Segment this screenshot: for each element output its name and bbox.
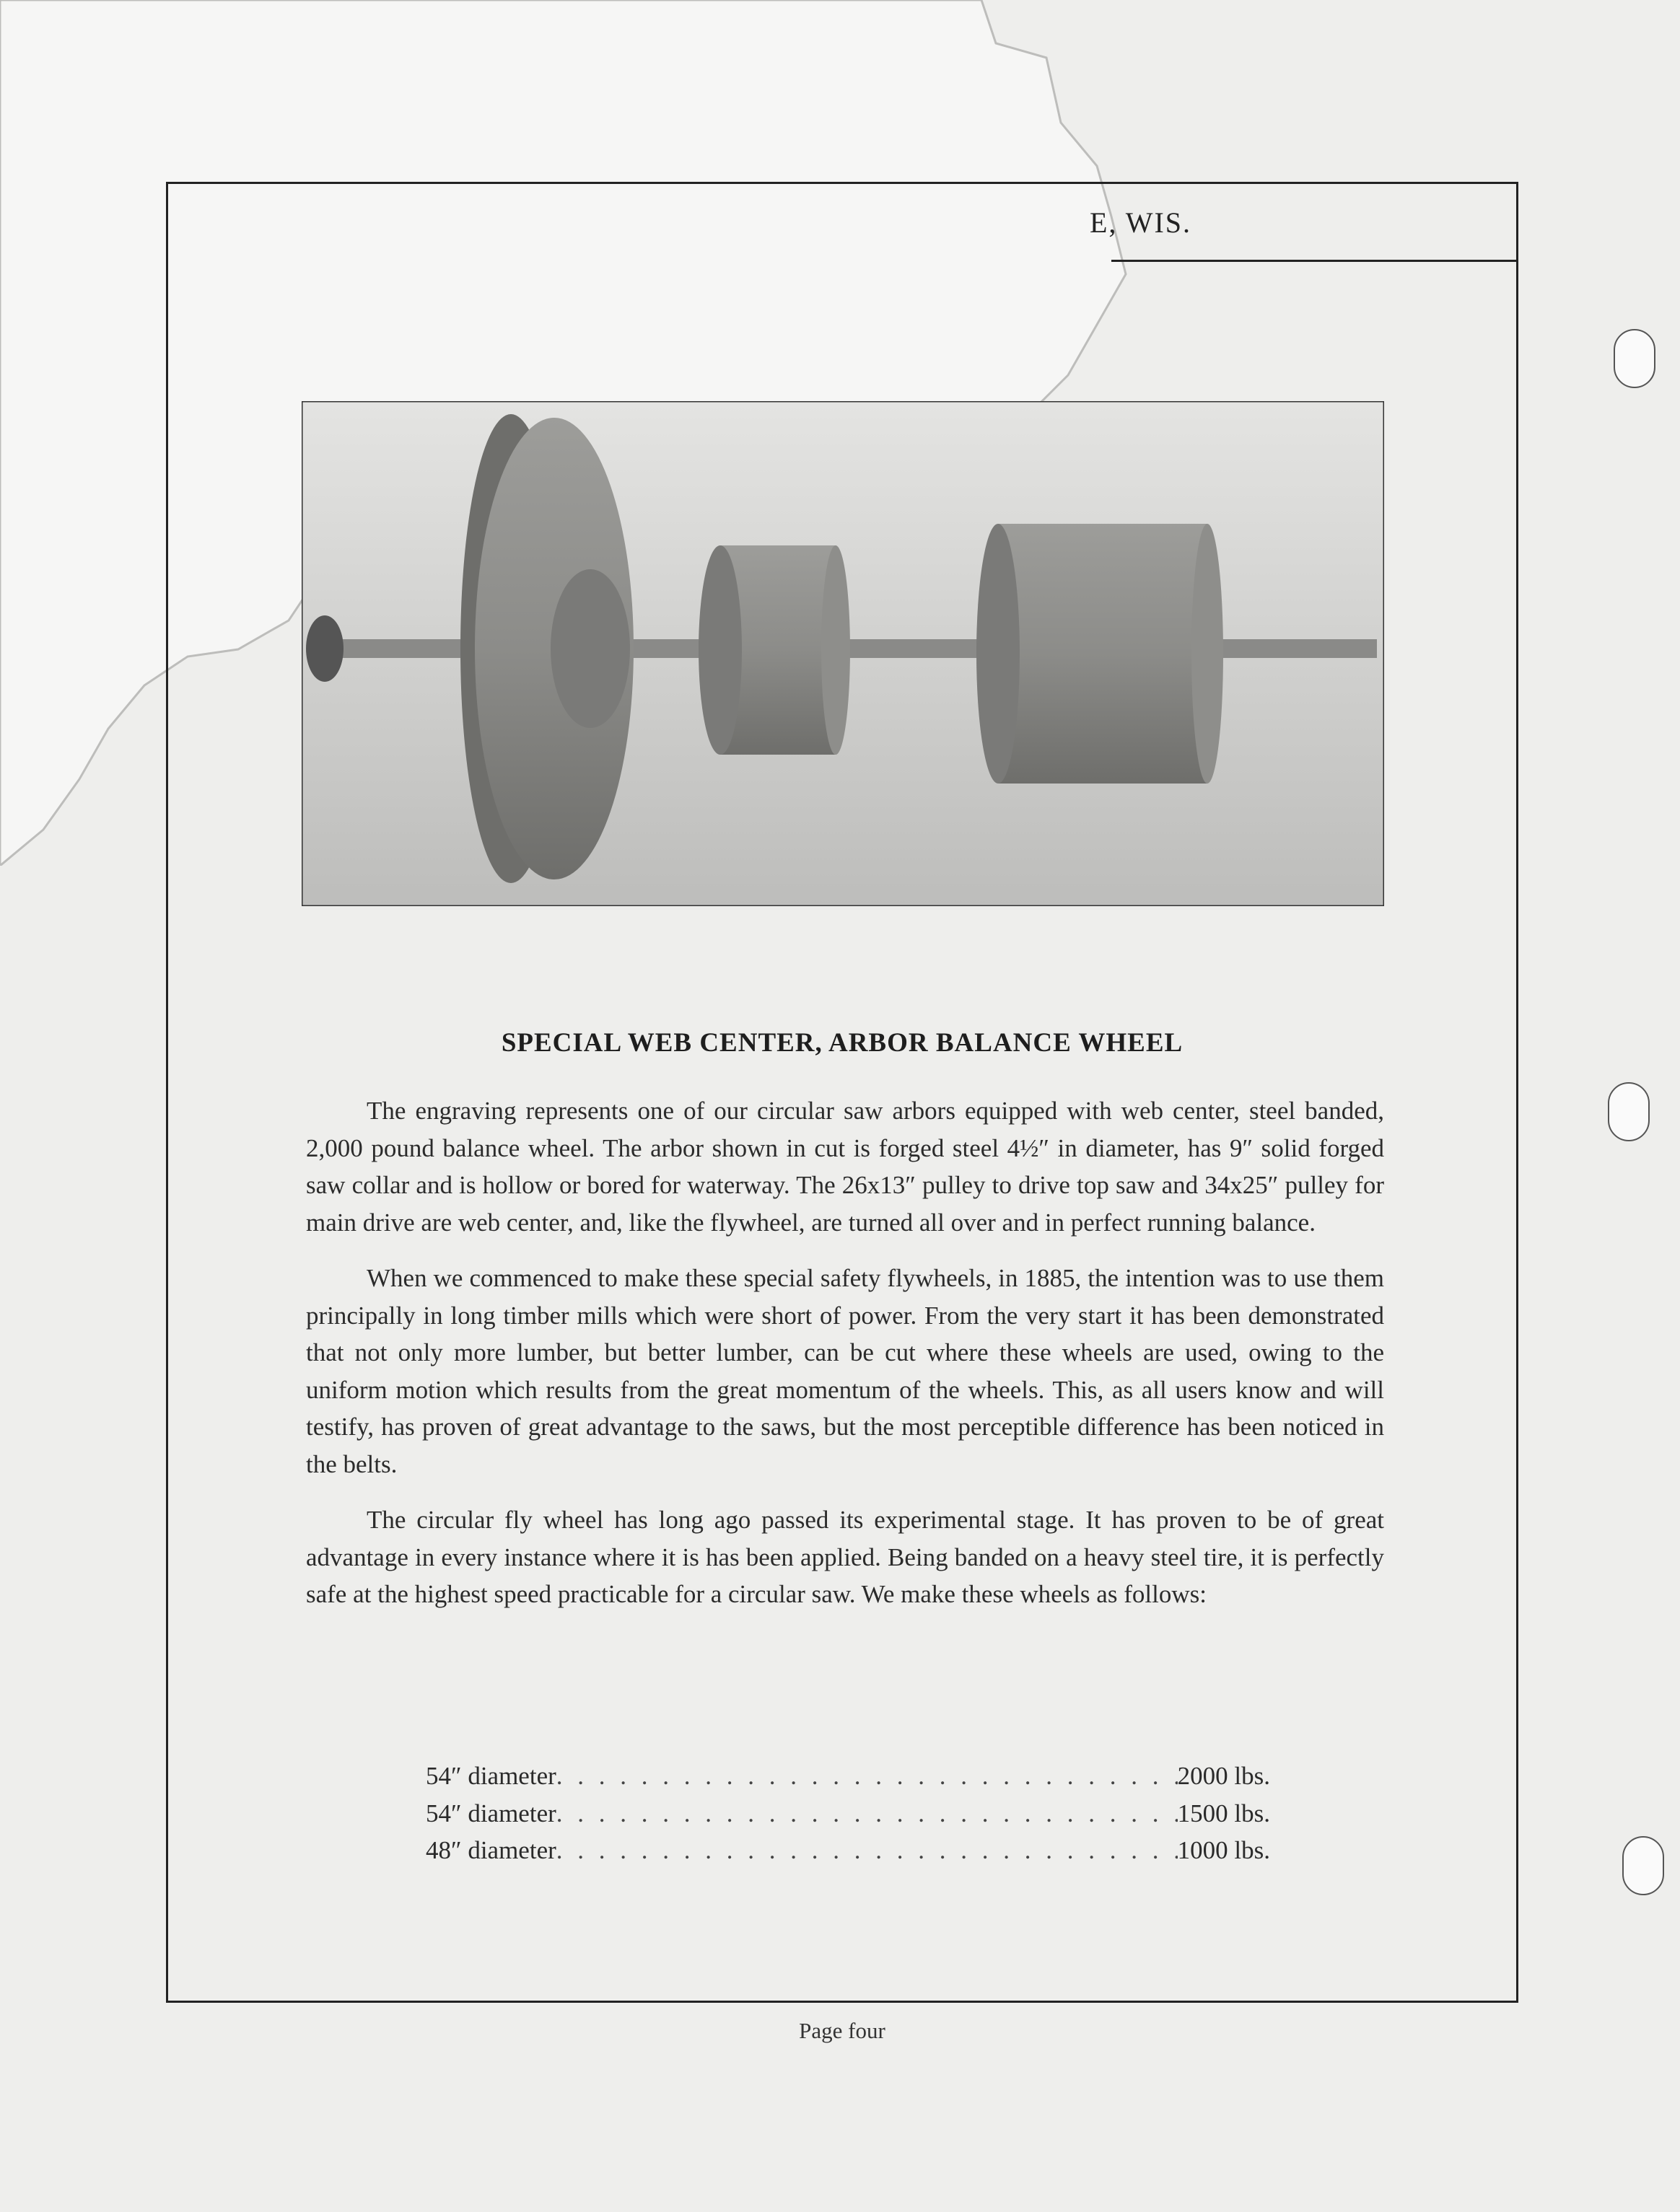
article-title: SPECIAL WEB CENTER, ARBOR BALANCE WHEEL: [501, 1028, 1184, 1058]
page-number: Page four: [799, 2018, 885, 2043]
spec-label: 48″ diameter: [426, 1836, 556, 1864]
article-body: [306, 1092, 1384, 1632]
arbor-photo: [302, 401, 1384, 906]
spec-label: 54″ diameter: [426, 1799, 556, 1827]
binder-hole: [1614, 329, 1655, 388]
leader-dots: [556, 1799, 1178, 1828]
wheel-spec-list: [426, 1762, 1270, 1874]
leader-dots: [556, 1762, 1178, 1791]
paragraph-3: The circular fly wheel has long ago passed its experimental stage. It has proven to be of great advantage in every instance where it is has been applied. Being banded on a heavy steel tire, it is perfectly safe at the highest speed practicable for a circular saw. We make these wheels as follows:: [306, 1506, 1384, 1608]
spec-value: 1000 lbs.: [1177, 1836, 1270, 1864]
spec-label: 54″ diameter: [426, 1762, 556, 1790]
spec-row: [426, 1836, 1270, 1874]
binder-hole: [1622, 1836, 1664, 1895]
binder-hole: [1608, 1082, 1650, 1141]
spec-value: 1500 lbs.: [1177, 1799, 1270, 1827]
spec-row: [426, 1762, 1270, 1799]
paragraph-2: When we commenced to make these special safety flywheels, in 1885, the intention was to use them principally in long timber mills which were short of power. From the very start it has been demonstrated that not only more lumber, but better lumber, can be cut where these wheels are used, owing to the uniform motion which results from the great momentum of the wheels. This, as all users know and will testify, has proven of great advantage to the saws, but the most perceptible difference has been noticed in the belts.: [306, 1264, 1384, 1478]
spec-row: [426, 1799, 1270, 1837]
spec-value: 2000 lbs.: [1177, 1762, 1270, 1790]
paragraph-1: The engraving represents one of our circular saw arbors equipped with web center, steel banded, 2,000 pound balance wheel. The arbor shown in cut is forged steel 4½″ in diameter, has 9″ solid forged saw collar and is hollow or bored for waterway. The 26x13″ pulley to drive top saw and 34x25″ pulley for main drive are web center, and, like the flywheel, are turned all over and in perfect running balance.: [306, 1097, 1384, 1237]
header-fragment: E, WIS.: [1090, 206, 1192, 239]
leader-dots: [556, 1836, 1178, 1865]
